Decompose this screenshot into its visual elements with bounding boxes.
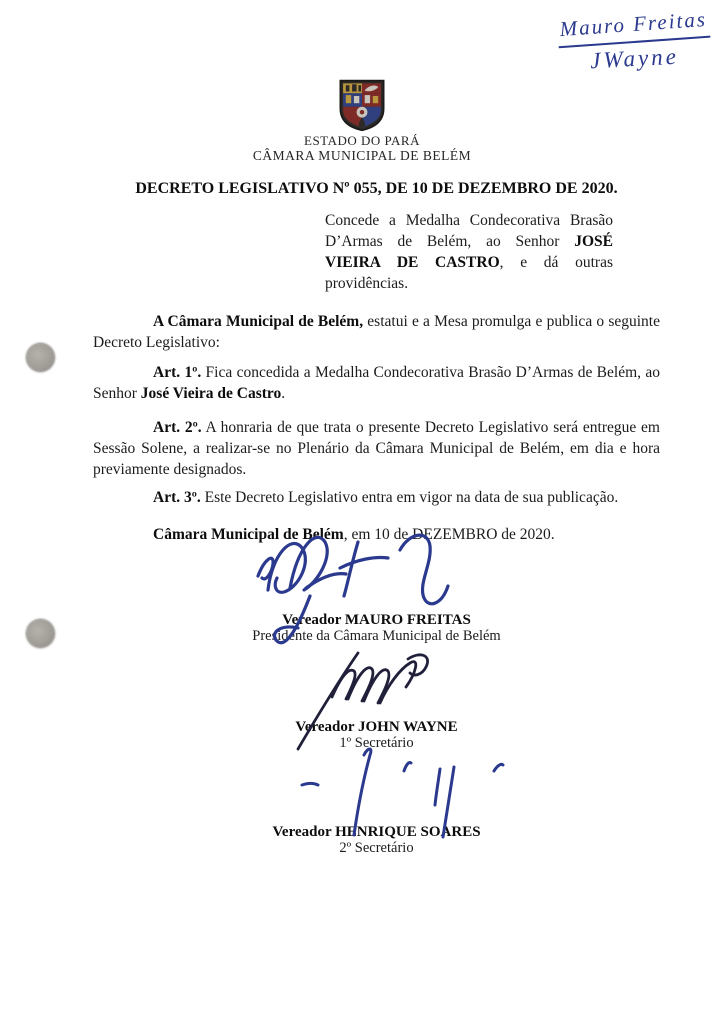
summary-text-end: , e dá outras providências. [325,254,614,292]
signature-block-president [93,612,660,644]
article-2-text: A honraria de que trata o presente Decreto Legislativo será entregue em Sessão Solene, a realizar-se no Plenário da Câmara Municipal de Belém, em dia e hora previamente designados. [93,419,660,478]
handwritten-annotation [557,6,711,74]
signer-name: Vereador JOHN WAYNE [295,719,458,735]
preamble-text: estatui e a Mesa promulga e publica o seguinte Decreto Legislativo: [93,313,660,351]
header-state-line: ESTADO DO PARÁ [304,133,420,148]
hole-punch-bottom [27,620,54,647]
article-2 [93,417,660,480]
summary-text: Concede a Medalha Condecorativa Brasão D’Armas de Belém, ao Senhor [325,212,613,250]
honoree-name: JOSÉ VIEIRA DE CASTRO [325,233,613,271]
article-1-text: Fica concedida a Medalha Condecorativa Brasão D’Armas de Belém, ao Senhor [93,364,660,402]
handwritten-name-jwayne: JWayne [589,43,680,74]
preamble-paragraph [93,311,660,353]
date-line-org: Câmara Municipal de Belém [153,526,344,543]
signer-role: 2º Secretário [339,840,414,856]
document-body [0,180,724,856]
article-1-honoree: José Vieira de Castro [140,385,282,402]
decree-title: DECRETO LEGISLATIVO Nº 055, DE 10 DE DEZEMBRO DE 2020. [135,180,618,197]
signer-role: 1º Secretário [339,735,414,751]
signer-name: Vereador MAURO FREITAS [282,612,471,628]
hole-punch-top [27,344,54,371]
article-1 [93,362,660,404]
signature-block-first-secretary [93,719,660,751]
belem-coat-of-arms-icon [335,78,389,132]
article-1-period: . [281,385,286,402]
article-3-label: Art. 3º. [153,489,201,506]
signer-name: Vereador HENRIQUE SOARES [272,824,481,840]
handwritten-name-mauro-freitas: Mauro Freitas [557,7,711,49]
signature-block-second-secretary [93,824,660,856]
article-1-label: Art. 1º. [153,364,202,381]
article-3-text: Este Decreto Legislativo entra em vigor na data de sua publicação. [200,489,619,506]
article-2-label: Art. 2º. [153,419,202,436]
preamble-bold: A Câmara Municipal de Belém, [153,313,364,330]
decree-summary [325,210,613,294]
date-line-date: , em 10 de DEZEMBRO de 2020. [343,526,555,543]
signer-role: Presidente da Câmara Municipal de Belém [252,628,501,644]
date-line [93,524,660,545]
article-3 [93,487,660,508]
header-org-line: CÂMARA MUNICIPAL DE BELÉM [252,148,472,163]
